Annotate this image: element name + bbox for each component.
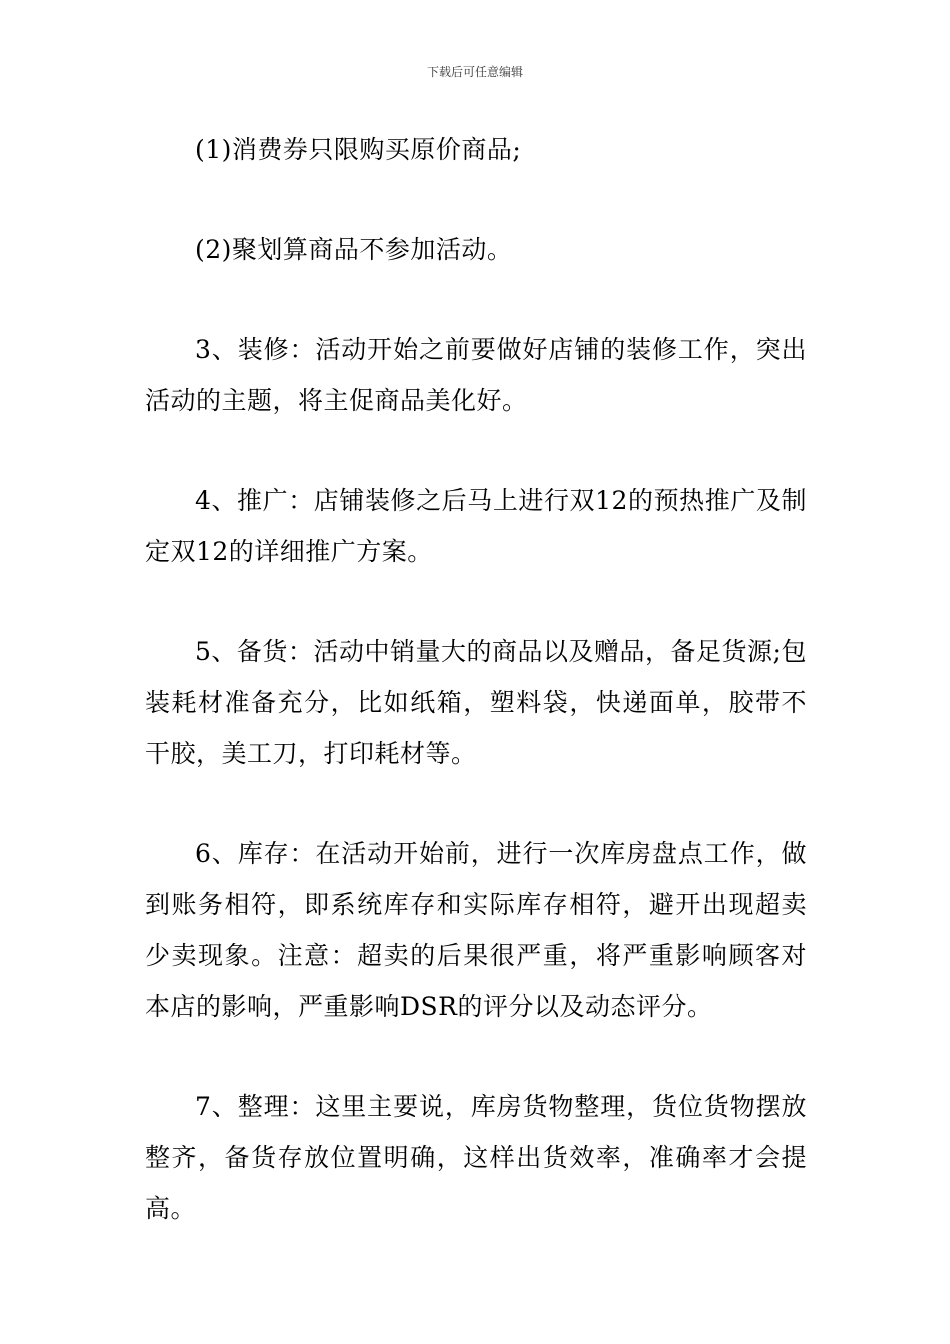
paragraph-promotion: 4、推广：店铺装修之后马上进行双12的预热推广及制定双12的详细推广方案。 bbox=[145, 486, 807, 566]
paragraph-inventory: 6、库存：在活动开始前，进行一次库房盘点工作，做到账务相符，即系统库存和实际库存相符，避开出现超卖少卖现象。注意：超卖的后果很严重，将严重影响顾客对本店的影响，严重影响DSR的评分以及动态评分。 bbox=[145, 839, 807, 1021]
paragraph-juhuasuan-rule: (2)聚划算商品不参加活动。 bbox=[195, 235, 513, 264]
paragraph-organization: 7、整理：这里主要说，库房货物整理，货位货物摆放整齐，备货存放位置明确，这样出货效率，准确率才会提高。 bbox=[145, 1092, 807, 1223]
paragraph-stock-preparation: 5、备货：活动中销量大的商品以及赠品，备足货源;包装耗材准备充分，比如纸箱，塑料袋，快递面单，胶带不干胶，美工刀，打印耗材等。 bbox=[145, 637, 807, 768]
document-body bbox=[145, 124, 807, 1283]
paragraph-coupon-rule: (1)消费券只限购买原价商品; bbox=[195, 135, 522, 164]
paragraph-decoration: 3、装修：活动开始之前要做好店铺的装修工作，突出活动的主题，将主促商品美化好。 bbox=[145, 335, 807, 415]
page-header-note: 下载后可任意编辑 bbox=[426, 65, 523, 79]
